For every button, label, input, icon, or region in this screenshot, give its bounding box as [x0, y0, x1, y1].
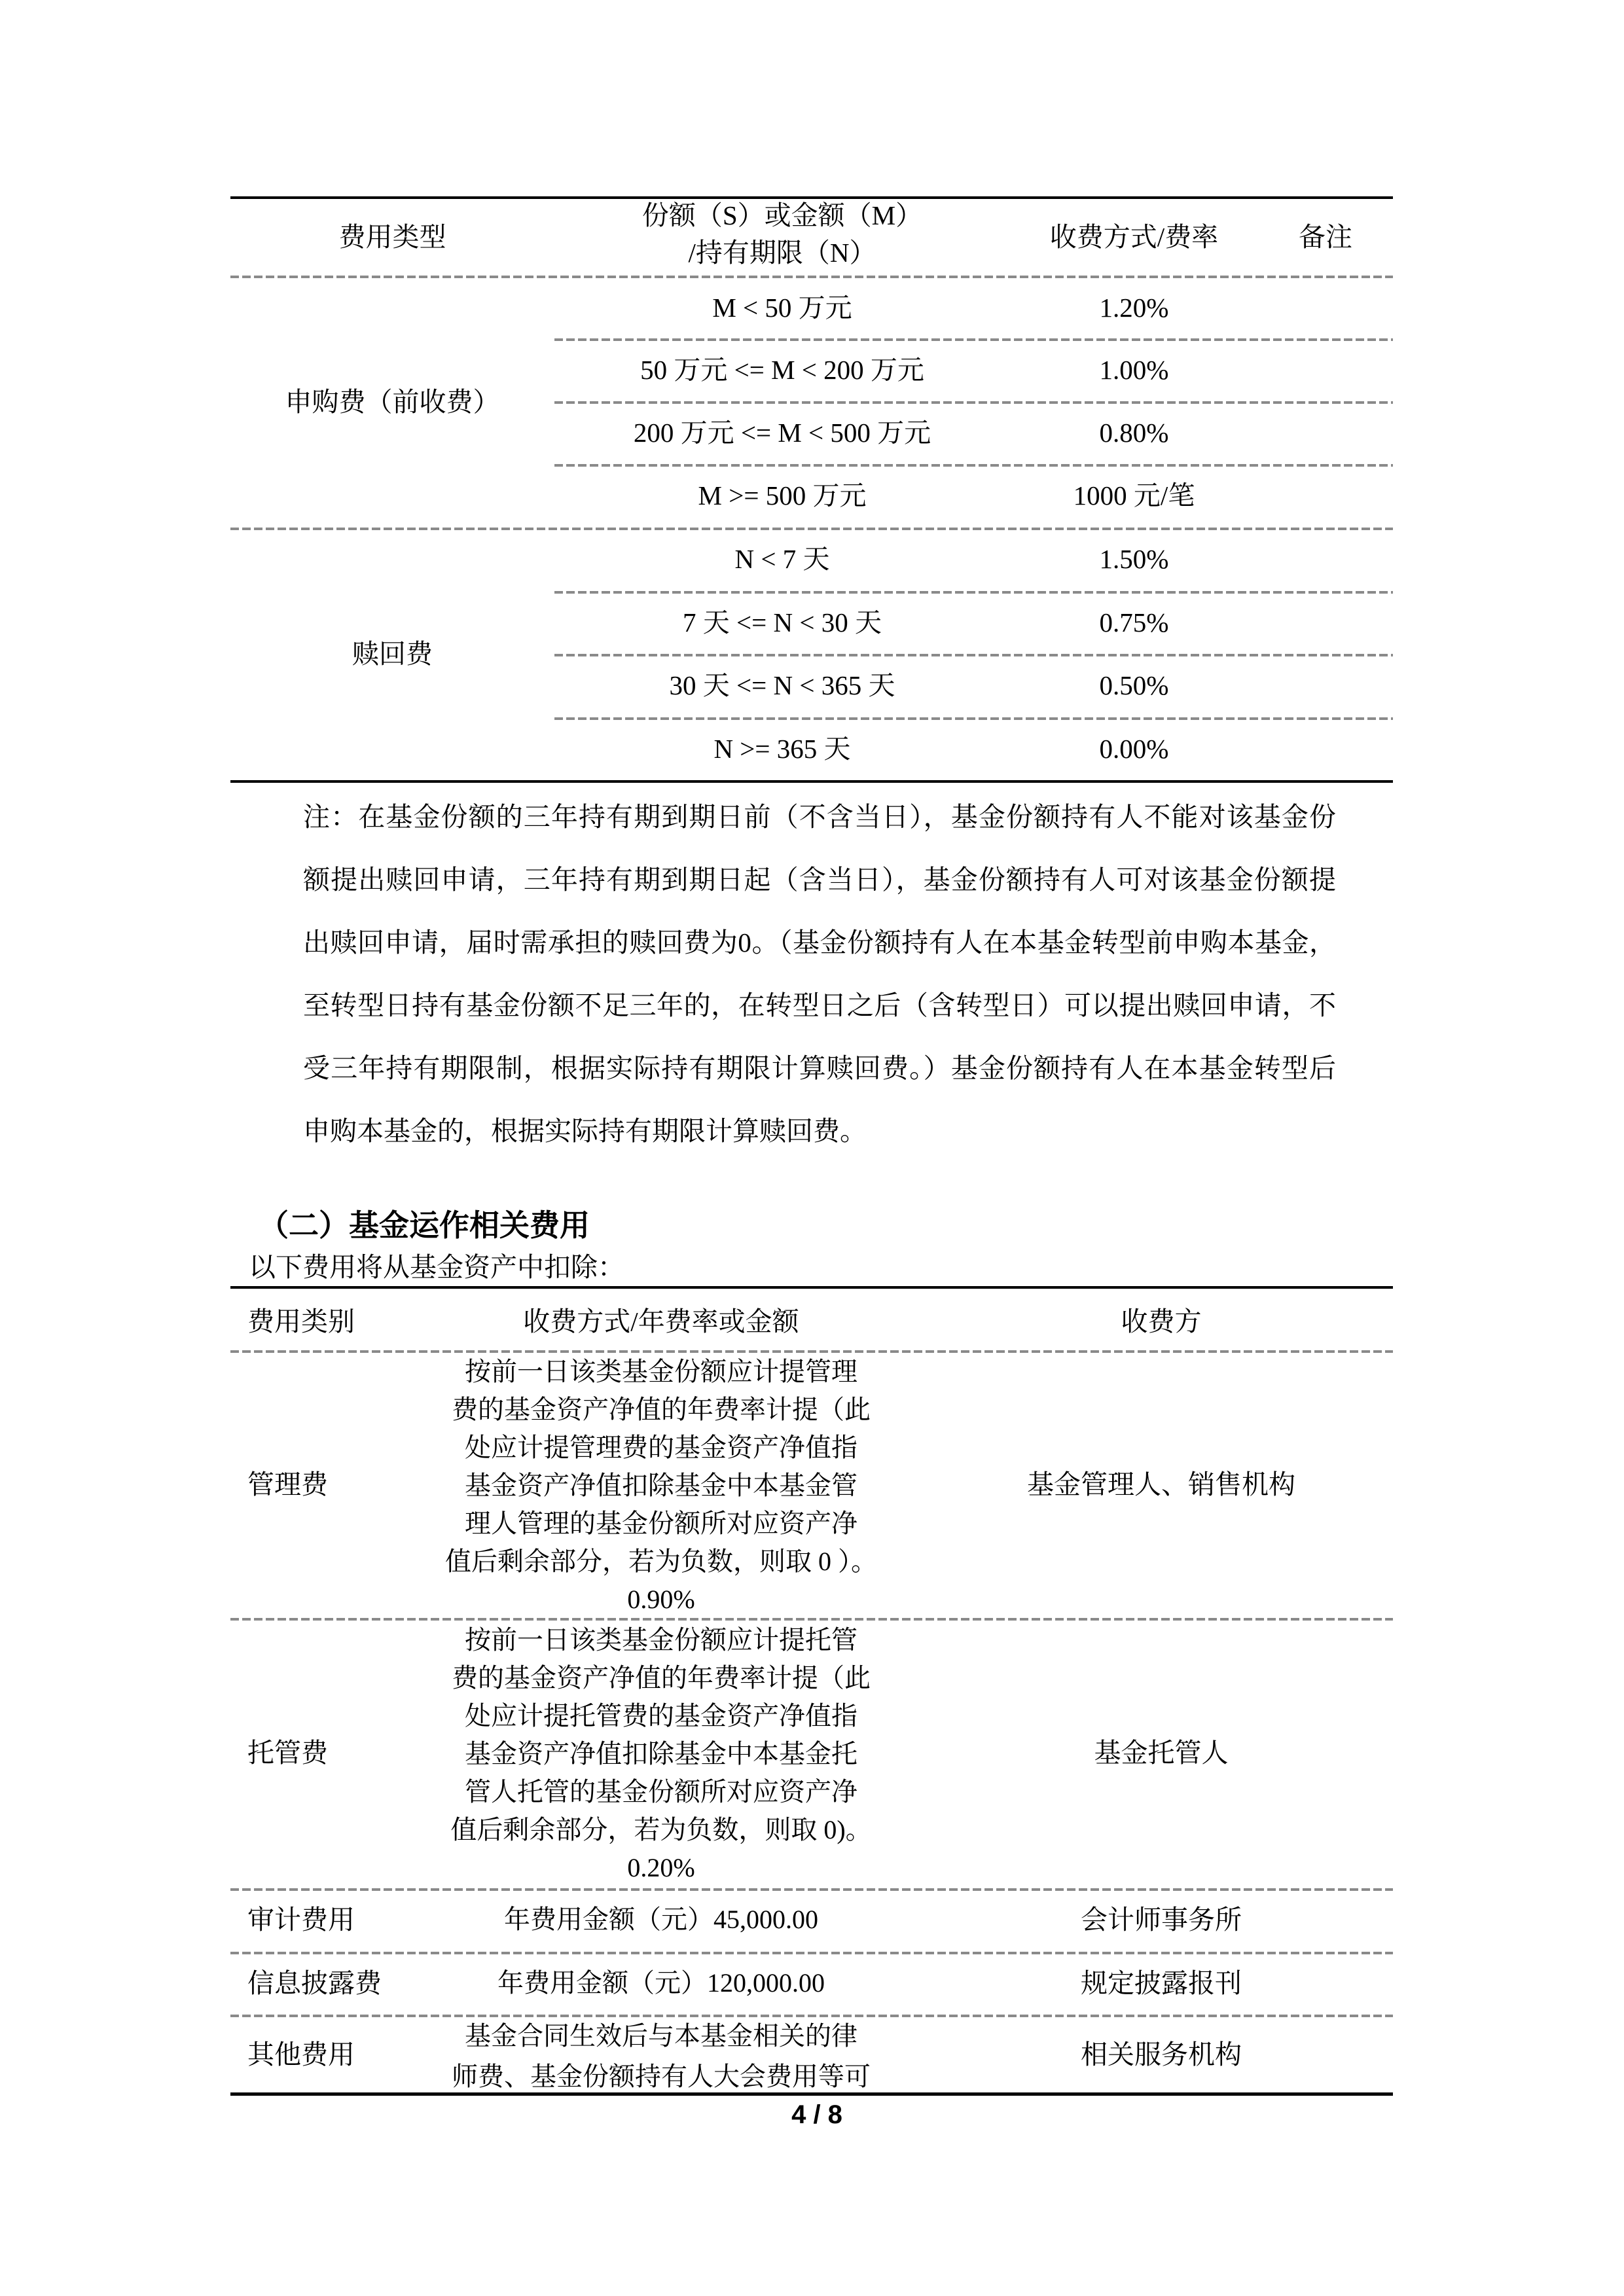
note-line: 额提出赎回申请，三年持有期到期日起（含当日），基金份额持有人可对该基金份额提	[303, 865, 1336, 895]
method-line: 管人托管的基金份额所对应资产净	[465, 1777, 857, 1806]
table-cell-range: 200 万元 <= M < 500 万元	[633, 418, 931, 448]
table1-header-fee-type: 费用类型	[338, 222, 446, 252]
note-line: 受三年持有期限制，根据实际持有期限计算赎回费。）基金份额持有人在本基金转型后	[303, 1053, 1336, 1083]
table-cell-rate: 1.20%	[1099, 293, 1169, 323]
table1-group2-label: 赎回费	[352, 639, 433, 669]
table2-header-category: 费用类别	[247, 1306, 355, 1336]
table-cell-method	[432, 1353, 890, 1619]
table-cell-rate: 0.00%	[1099, 734, 1169, 764]
table-cell-method	[412, 2016, 910, 2097]
method-line: 按前一日该类基金份额应计提托管	[465, 1625, 857, 1655]
method-line: 按前一日该类基金份额应计提管理	[465, 1357, 857, 1386]
section-intro: 以下费用将从基金资产中扣除：	[249, 1252, 624, 1282]
table-cell-range: N >= 365 天	[713, 734, 851, 764]
table1-header-amount-line2: /持有期限（N）	[688, 238, 876, 268]
note-line: 至转型日持有基金份额不足三年的，在转型日之后（含转型日）可以提出赎回申请，不	[303, 990, 1336, 1020]
table2-header-payee: 收费方	[1121, 1306, 1202, 1336]
table-cell-method: 年费用金额（元）120,000.00	[497, 1968, 825, 1998]
table2-header-method: 收费方式/年费率或金额	[523, 1306, 799, 1336]
note-paragraph	[303, 785, 1336, 1162]
row-separator	[554, 654, 1393, 656]
note-line: 出赎回申请，届时需承担的赎回费为0。（基金份额持有人在本基金转型前申购本基金，	[303, 927, 1336, 958]
table1-header-separator	[230, 276, 1393, 278]
row-separator	[230, 1888, 1393, 1891]
table1-bottom-border	[230, 780, 1393, 783]
method-line: 值后剩余部分，若为负数，则取 0 ）。	[445, 1547, 877, 1576]
row-separator	[554, 338, 1393, 341]
table1-header-amount-line1: 份额（S）或金额（M）	[641, 200, 923, 230]
method-line: 费的基金资产净值的年费率计提（此	[452, 1663, 871, 1693]
group-separator	[230, 528, 1393, 530]
table-cell-payee: 规定披露报刊	[1081, 1968, 1242, 1998]
table2-top-border	[230, 1286, 1393, 1289]
table-cell-range: 30 天 <= N < 365 天	[669, 670, 895, 700]
table-cell-category: 其他费用	[247, 2039, 355, 2070]
table-cell-category: 托管费	[247, 1738, 328, 1768]
table-cell-range: M >= 500 万元	[698, 480, 867, 511]
section-heading: （二）基金运作相关费用	[259, 1209, 590, 1242]
table-cell-rate: 1.50%	[1099, 544, 1169, 574]
table-cell-category: 审计费用	[247, 1905, 355, 1935]
row-separator	[230, 1618, 1393, 1621]
table-cell-rate: 0.80%	[1099, 418, 1169, 448]
method-line: 0.20%	[627, 1853, 695, 1882]
table-cell-method: 年费用金额（元）45,000.00	[504, 1905, 818, 1934]
table-cell-payee: 基金管理人、销售机构	[1027, 1469, 1295, 1499]
method-line: 基金资产净值扣除基金中本基金管	[465, 1471, 857, 1500]
method-line: 基金资产净值扣除基金中本基金托	[465, 1739, 857, 1768]
table-cell-rate: 1000 元/笔	[1073, 480, 1195, 511]
table-cell-rate: 1.00%	[1099, 355, 1169, 385]
table-cell-range: N < 7 天	[734, 544, 830, 574]
table1-header-rate: 收费方式/费率	[1049, 222, 1219, 252]
table-cell-rate: 0.75%	[1099, 607, 1169, 637]
method-line: 师费、基金份额持有人大会费用等可	[452, 2062, 871, 2091]
table-cell-range: 7 天 <= N < 30 天	[683, 607, 882, 637]
row-separator	[554, 717, 1393, 720]
table-cell-range: 50 万元 <= M < 200 万元	[640, 355, 924, 385]
note-line: 注：在基金份额的三年持有期到期日前（不含当日），基金份额持有人不能对该基金份	[303, 802, 1336, 832]
page-number: 4 / 8	[791, 2100, 842, 2129]
table2-bottom-border	[230, 2092, 1393, 2096]
table-cell-payee: 会计师事务所	[1081, 1905, 1242, 1935]
table1-group1-label: 申购费（前收费）	[285, 387, 500, 417]
table-cell-range: M < 50 万元	[712, 293, 852, 323]
row-separator	[230, 1952, 1393, 1954]
method-line: 理人管理的基金份额所对应资产净	[465, 1509, 857, 1538]
method-line: 值后剩余部分，若为负数，则取 0)。	[450, 1815, 872, 1844]
method-line: 处应计提管理费的基金资产净值指	[465, 1433, 857, 1462]
table-cell-method	[432, 1621, 890, 1887]
method-line: 处应计提托管费的基金资产净值指	[465, 1701, 857, 1731]
table-cell-payee: 基金托管人	[1094, 1738, 1229, 1768]
row-separator	[554, 464, 1393, 467]
table-cell-category: 管理费	[247, 1469, 328, 1499]
method-line: 基金合同生效后与本基金相关的律	[465, 2021, 857, 2051]
table-cell-rate: 0.50%	[1099, 670, 1169, 700]
table-cell-payee: 相关服务机构	[1081, 2039, 1242, 2070]
row-separator	[554, 591, 1393, 594]
note-line: 申购本基金的，根据实际持有期限计算赎回费。	[303, 1116, 867, 1146]
row-separator	[554, 401, 1393, 404]
method-line: 费的基金资产净值的年费率计提（此	[452, 1395, 871, 1424]
method-line: 0.90%	[627, 1585, 695, 1614]
table1-header-remark: 备注	[1299, 222, 1352, 252]
table-cell-category: 信息披露费	[247, 1968, 382, 1998]
